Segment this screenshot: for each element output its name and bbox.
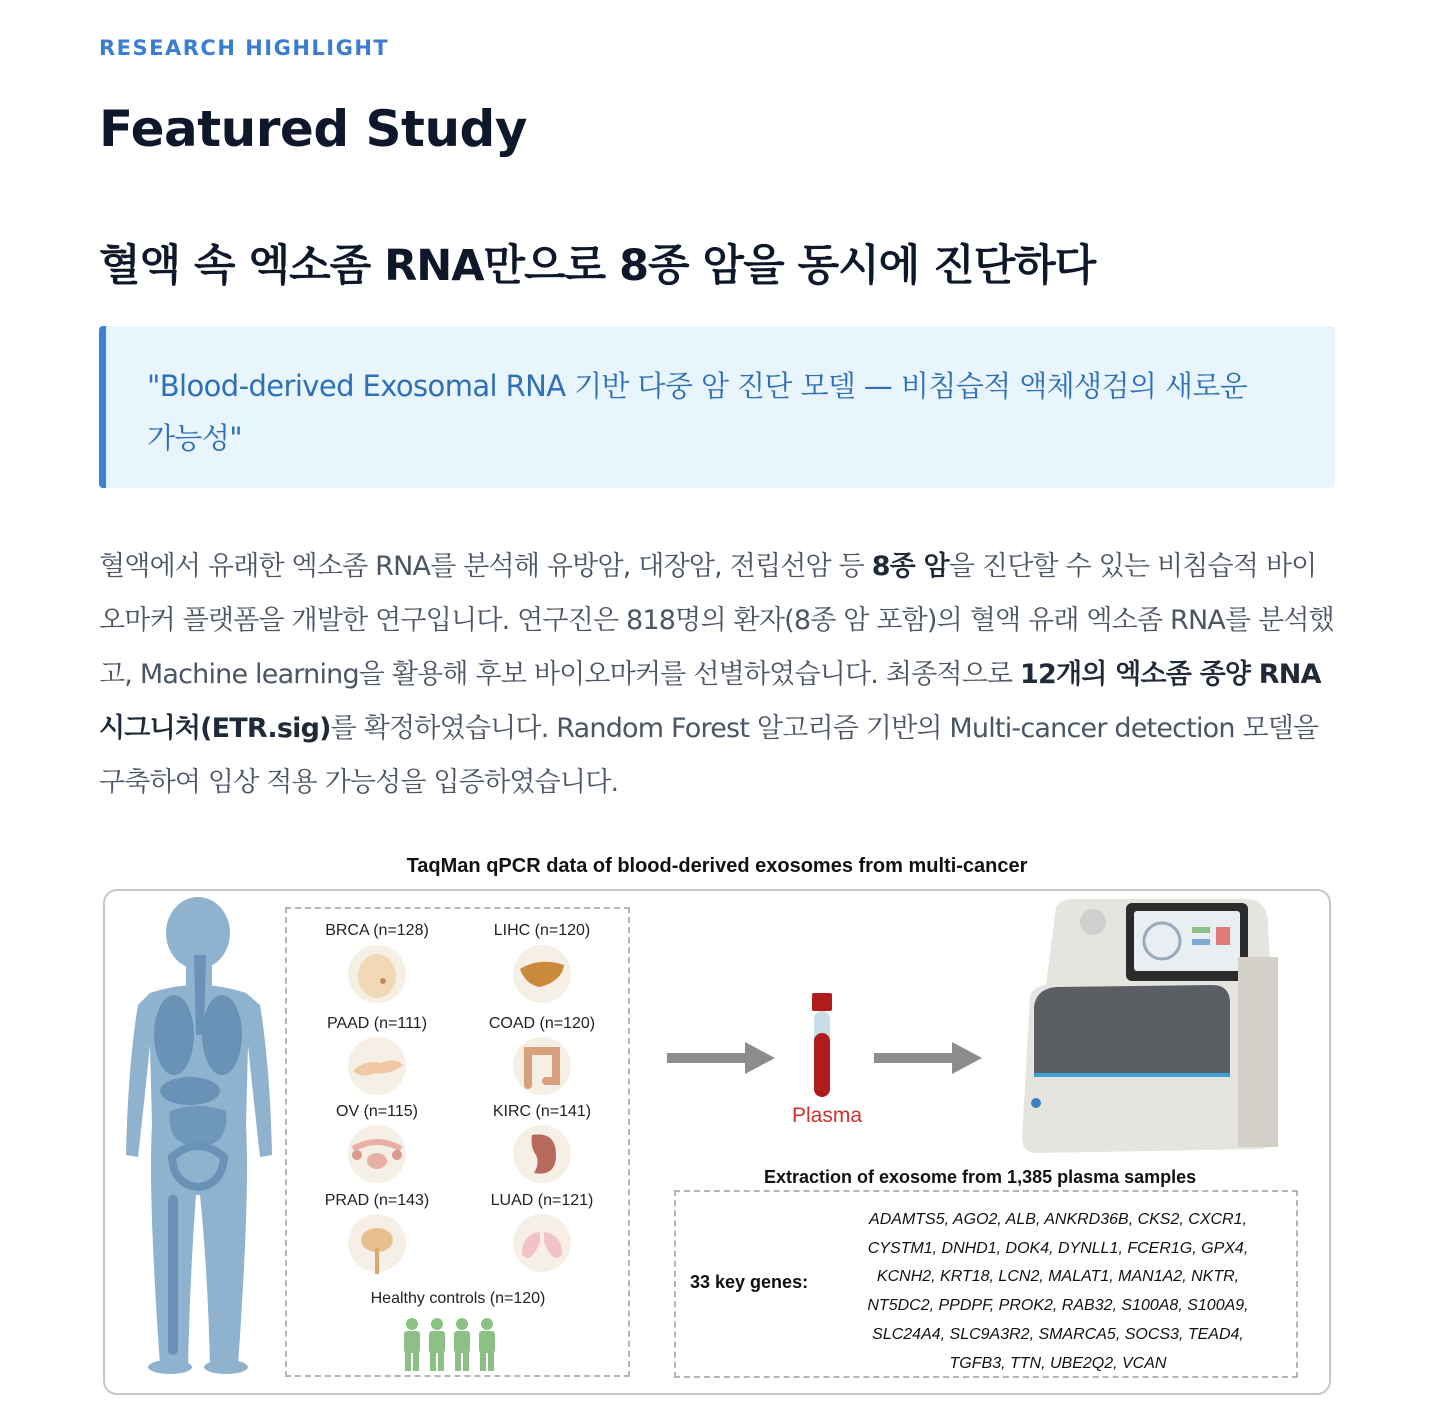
cancer-label: BRCA (n=128)	[325, 922, 429, 939]
highlight-quote	[99, 326, 1335, 488]
blood-tube-icon	[808, 993, 836, 1101]
body-emphasis-2: 12개의 엑소좀 종양 RNA 시그니처(ETR.sig)	[99, 659, 1321, 744]
gene-line: ADAMTS5, AGO2, ALB, ANKRD36B, CKS2, CXCR1,	[869, 1211, 1247, 1228]
body-text-1: 혈액에서 유래한 엑소좀 RNA를 분석해 유방암, 대장암, 전립선암 등	[99, 551, 872, 582]
cancer-label: COAD (n=120)	[488, 1015, 596, 1032]
body-text-2: 을 진단할 수 있는 비침습적 바이오마커 플랫폼을 개발한 연구입니다. 연구진은 818명의 환자(8종 암 포함)의 혈액 유래 엑소좀 RNA를 분석했고, Machine learning을 활용해 후보 바이오마커를 선별하였습니다. 최종적으로	[99, 551, 1334, 690]
healthy-people-icon	[400, 1316, 500, 1372]
figure-title: TaqMan qPCR data of blood-derived exosomes from multi-cancer	[406, 855, 1028, 877]
gene-line: NT5DC2, PPDPF, PROK2, RAB32, S100A8, S100A9,	[867, 1297, 1249, 1315]
colon-icon	[510, 1037, 574, 1095]
page-title: Featured Study	[99, 100, 527, 158]
breast-icon	[345, 945, 409, 1003]
key-genes-list	[846, 1206, 1270, 1378]
lung-icon	[510, 1214, 574, 1272]
qpcr-machine-icon	[1016, 897, 1282, 1159]
extraction-caption: Extraction of exosome from 1,385 plasma samples	[764, 1167, 1197, 1187]
body-emphasis-1: 8종 암	[871, 551, 949, 582]
section-kicker: RESEARCH HIGHLIGHT	[99, 36, 390, 60]
key-genes-label: 33 key genes:	[690, 1272, 809, 1292]
arrow-right-icon	[874, 1042, 982, 1074]
gene-line: SLC24A4, SLC9A3R2, SMARCA5, SOCS3, TEAD4,	[872, 1325, 1244, 1343]
cancer-label: PAAD (n=111)	[326, 1015, 428, 1032]
article-body	[99, 540, 1339, 810]
human-body-icon	[110, 895, 285, 1375]
cancer-label: OV (n=115)	[336, 1103, 418, 1120]
quote-line-1: "Blood-derived Exosomal RNA 기반 다중 암 진단 모델 — 비침습적 액체생검의 새로운	[147, 369, 1248, 403]
cancer-label: PRAD (n=143)	[324, 1192, 430, 1209]
body-text-3: 를 확정하였습니다. Random Forest 알고리즘 기반의 Multi-cancer detection 모델을 구축하여 임상 적용 가능성을 입증하였습니다.	[99, 713, 1319, 798]
pancreas-icon	[345, 1037, 409, 1095]
gene-line: TGFB3, TTN, UBE2Q2, VCAN	[949, 1354, 1167, 1372]
kidney-icon	[510, 1125, 574, 1183]
liver-icon	[510, 945, 574, 1003]
cancer-label: KIRC (n=141)	[492, 1103, 592, 1120]
healthy-controls-label: Healthy controls (n=120)	[370, 1290, 546, 1307]
cancer-label: LIHC (n=120)	[493, 922, 591, 939]
arrow-right-icon	[667, 1042, 775, 1074]
article-title: 혈액 속 엑소좀 RNA만으로 8종 암을 동시에 진단하다	[99, 241, 1096, 291]
ovary-icon	[345, 1125, 409, 1183]
quote-line-2: 가능성"	[147, 421, 242, 455]
gene-line: KCNH2, KRT18, LCN2, MALAT1, MAN1A2, NKTR,	[876, 1268, 1240, 1286]
cancer-label: LUAD (n=121)	[490, 1192, 594, 1209]
plasma-label: Plasma	[792, 1104, 863, 1127]
prostate-icon	[345, 1214, 409, 1276]
gene-line: CYSTM1, DNHD1, DOK4, DYNLL1, FCER1G, GPX4,	[867, 1239, 1249, 1257]
